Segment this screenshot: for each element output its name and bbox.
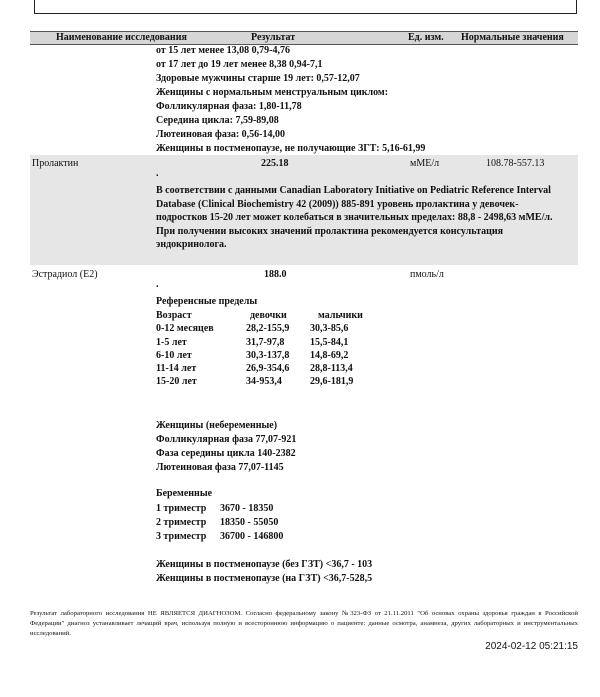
reference-table: [156, 309, 363, 389]
testosterone-line: от 15 лет менее 13,08 0,79-4,76: [156, 45, 290, 56]
ref-age: 15-20 лет: [156, 376, 197, 388]
women-title: Женщины (небеременные): [156, 420, 278, 431]
trimester-range: 3670 - 18350: [220, 503, 274, 514]
testosterone-line: Фолликулярная фаза: 1,80-11,78: [156, 101, 302, 112]
testosterone-line: Женщины с нормальным менструальным циклом:: [156, 87, 389, 98]
previous-section-box: [34, 0, 577, 14]
testosterone-line: Здоровые мужчины старше 19 лет: 0,57-12,07: [156, 73, 360, 84]
prolactin-name: Пролактин: [32, 158, 79, 169]
women-line: Фолликулярная фаза 77,07-921: [156, 434, 297, 445]
trimester-range: 36700 - 146800: [220, 531, 284, 542]
table-row: [156, 309, 363, 322]
estradiol-unit: пмоль/л: [410, 269, 444, 280]
ref-girls: 34-953,4: [246, 376, 282, 388]
pregnant-title: Беременные: [156, 488, 213, 499]
postmeno-line: Женщины в постменопаузе (на ГЗТ) <36,7-528,5: [156, 573, 373, 584]
testosterone-line: Лютеиновая фаза: 0,56-14,00: [156, 129, 285, 140]
ref-girls: 28,2-155,9: [246, 323, 290, 335]
header-unit: Ед. изм.: [408, 32, 444, 43]
prolactin-unit: мМЕ/л: [410, 158, 440, 169]
ref-age: 0-12 месяцев: [156, 323, 214, 335]
ref-age: 6-10 лет: [156, 349, 192, 361]
trimester-label: 2 триместр: [156, 517, 207, 528]
trimester-label: 3 триместр: [156, 531, 207, 542]
table-row: [156, 322, 363, 335]
timestamp: 2024-02-12 05:21:15: [485, 641, 578, 652]
prolactin-dot: .: [156, 168, 159, 179]
table-row: [156, 336, 363, 349]
women-line: Фаза середины цикла 140-2382: [156, 448, 296, 459]
estradiol-result: 188.0: [264, 269, 287, 280]
ref-header-boys: мальчики: [318, 310, 363, 321]
pregnant-line: [156, 517, 278, 529]
ref-age: 11-14 лет: [156, 363, 197, 375]
table-row: [156, 362, 363, 375]
pregnant-line: [156, 503, 273, 515]
prolactin-comment: В соответствии с данными Canadian Laboratory Initiative on Pediatric Reference Interval Database (Clinical Biochemistry 42 (2009)) 885-891 уровень пролактина у девочек-подростков 15-20 лет может колебаться в значительных пределах: 88,8 - 2498,63 мМЕ/л. При получении высоких значений пролактина рекомендуется консультация эндокринолога.: [156, 185, 553, 250]
postmeno-line: Женщины в постменопаузе (без ГЗТ) <36,7 - 103: [156, 559, 373, 570]
testosterone-line: от 17 лет до 19 лет менее 8,38 0,94-7,1: [156, 59, 323, 70]
trimester-label: 1 триместр: [156, 503, 207, 514]
testosterone-line: Середина цикла: 7,59-89,08: [156, 115, 279, 126]
ref-age: 1-5 лет: [156, 336, 187, 348]
ref-header-girls: девочки: [250, 310, 287, 321]
ref-girls: 30,3-137,8: [246, 349, 290, 361]
ref-header-age: Возраст: [156, 310, 192, 321]
ref-boys: 30,3-85,6: [310, 323, 349, 335]
pregnant-line: [156, 531, 283, 543]
estradiol-name: Эстрадиол (E2): [32, 269, 98, 280]
estradiol-dot: .: [156, 279, 159, 290]
table-row: [156, 375, 363, 388]
header-result: Результат: [251, 32, 296, 43]
trimester-range: 18350 - 55050: [220, 517, 279, 528]
disclaimer: Результат лабораторного исследования НЕ ЯВЛЯЕТСЯ ДИАГНОЗОМ. Согласно федеральному закону №323-ФЗ от 21.11.2011 "Об основах охраны здоровья граждан в Российской Федерации" диагноз устанавливает лечащий врач, используя полную и всестороннюю информацию о пациенте: данные осмотра, анамнеза, других лабораторных и инструментальных исследований.: [30, 610, 578, 637]
ref-boys: 14,8-69,2: [310, 349, 349, 361]
header-name: Наименование исследования: [56, 32, 187, 43]
prolactin-norm: 108.78-557.13: [486, 158, 545, 169]
prolactin-result: 225.18: [261, 158, 289, 169]
testosterone-line: Женщины в постменопаузе, не получающие ЗГТ: 5,16-61,99: [156, 143, 426, 154]
header-norm: Нормальные значения: [461, 32, 564, 43]
women-line: Лютеиновая фаза 77,07-1145: [156, 462, 284, 473]
table-header: [30, 31, 578, 45]
ref-boys: 29,6-181,9: [310, 376, 354, 388]
ref-boys: 15,5-84,1: [310, 336, 349, 348]
ref-girls: 26,9-354,6: [246, 363, 290, 375]
table-row: [156, 349, 363, 362]
reference-title: Референсные пределы: [156, 296, 258, 307]
ref-boys: 28,8-113,4: [310, 363, 353, 375]
ref-girls: 31,7-97,8: [246, 336, 285, 348]
